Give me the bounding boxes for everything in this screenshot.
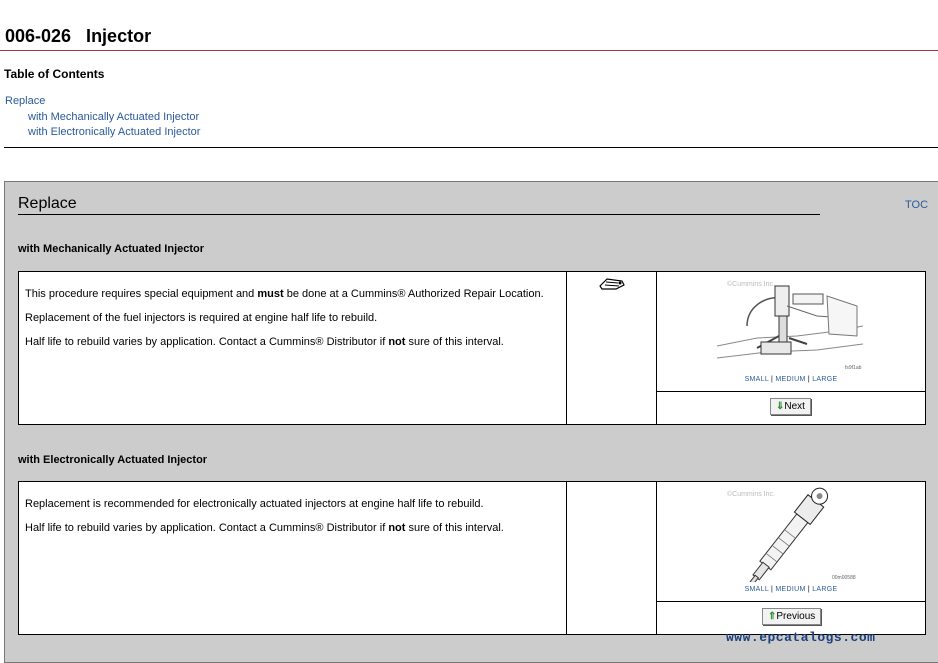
step-text-cell <box>19 272 567 424</box>
svg-text:fs9f1ab: fs9f1ab <box>845 365 862 371</box>
svg-text:00m00588: 00m00588 <box>832 575 856 581</box>
toc-link-replace[interactable]: Replace <box>5 95 46 107</box>
step-paragraph: This procedure requires special equipment and must be done at a Cummins® Authorized Repair Location. <box>25 288 544 300</box>
step-icon-cell <box>567 272 657 424</box>
figure-size-links: SMALL | MEDIUM | LARGE <box>744 586 838 593</box>
size-medium-link[interactable]: MEDIUM <box>775 376 806 383</box>
step-paragraph: Half life to rebuild varies by application. Contact a Cummins® Distributor if not sure of this interval. <box>25 336 504 348</box>
title-divider <box>0 50 938 51</box>
nav-cell <box>657 392 925 424</box>
size-small-link[interactable]: SMALL <box>744 586 769 593</box>
toc-divider <box>4 147 938 148</box>
size-large-link[interactable]: LARGE <box>812 376 838 383</box>
mechanical-injector-figure[interactable] <box>717 276 863 372</box>
toc-link-electronic[interactable]: with Electronically Actuated Injector <box>28 126 201 138</box>
subheading-mechanical: with Mechanically Actuated Injector <box>18 243 205 255</box>
step-icon-cell <box>567 482 657 634</box>
toc-heading: Table of Contents <box>4 67 105 81</box>
watermark-text: www.epcatalogs.com <box>726 630 876 645</box>
replace-section <box>4 181 938 663</box>
section-title: Replace <box>18 195 77 212</box>
arrow-up-icon: ⇑ <box>768 611 777 622</box>
step-electronic <box>18 481 926 635</box>
figure-cell <box>657 482 925 602</box>
toc-back-link[interactable]: TOC <box>905 199 929 211</box>
electronic-injector-figure[interactable] <box>717 486 863 582</box>
step-mechanical <box>18 271 926 425</box>
svg-text:©Cummins Inc.: ©Cummins Inc. <box>727 491 775 498</box>
page-title: 006-026 Injector <box>5 26 152 46</box>
arrow-down-icon: ⇓ <box>776 401 785 412</box>
special-tool-icon <box>598 277 626 291</box>
toc-link-mechanical[interactable]: with Mechanically Actuated Injector <box>28 111 200 123</box>
size-small-link[interactable]: SMALL <box>744 376 769 383</box>
subheading-electronic: with Electronically Actuated Injector <box>18 454 208 466</box>
figure-cell <box>657 272 925 392</box>
svg-text:©Cummins Inc.: ©Cummins Inc. <box>727 281 775 288</box>
step-paragraph: Replacement of the fuel injectors is required at engine half life to rebuild. <box>25 312 378 324</box>
size-medium-link[interactable]: MEDIUM <box>775 586 806 593</box>
section-title-rule <box>18 214 820 215</box>
step-text-cell <box>19 482 567 634</box>
step-paragraph: Replacement is recommended for electronically actuated injectors at engine half life to rebuild. <box>25 498 484 510</box>
size-large-link[interactable]: LARGE <box>812 586 838 593</box>
previous-button[interactable]: ⇑Previous <box>762 608 821 625</box>
figure-size-links: SMALL | MEDIUM | LARGE <box>744 376 838 383</box>
step-paragraph: Half life to rebuild varies by application. Contact a Cummins® Distributor if not sure of this interval. <box>25 522 504 534</box>
next-button[interactable]: ⇓Next <box>770 398 811 415</box>
